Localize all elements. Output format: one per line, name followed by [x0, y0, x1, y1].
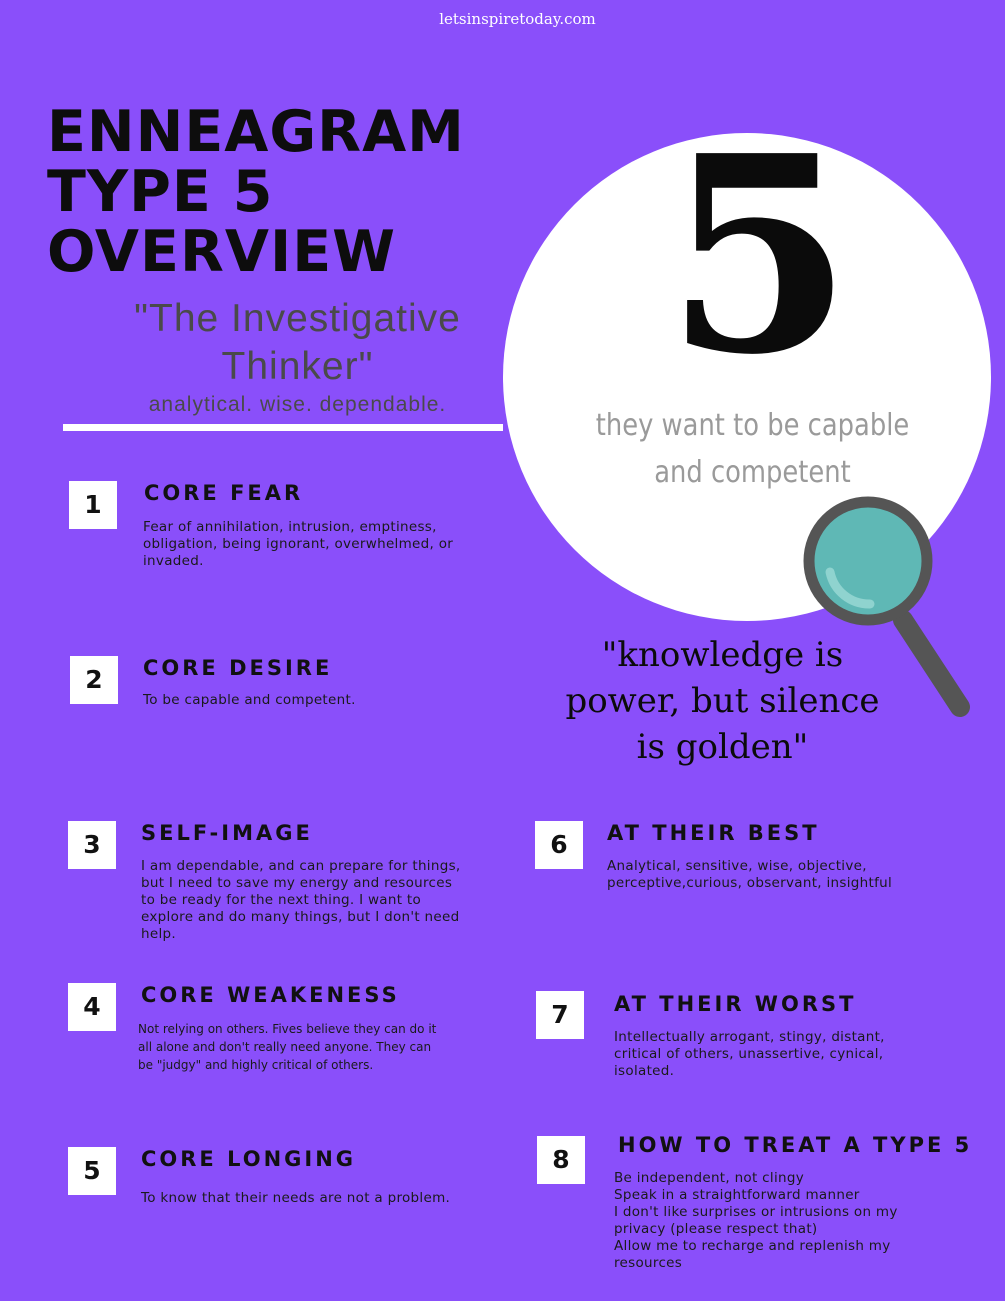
subtitle-line: "The Investigative: [134, 297, 461, 340]
number-badge: 6: [535, 821, 583, 869]
title-line: OVERVIEW: [47, 219, 396, 285]
tip-line: I don't like surprises or intrusions on my privacy (please respect that): [614, 1204, 898, 1237]
section-text: Not relying on others. Fives believe they can do it all alone and don't really need anyone. They can be "judgy" and highly critical of others.: [138, 1022, 437, 1072]
number-badge: 1: [69, 481, 117, 529]
tip-line: Be independent, not clingy: [614, 1170, 805, 1186]
number-badge: 4: [68, 983, 116, 1031]
circle-caption-line: they want to be capable: [595, 408, 910, 443]
section-text: Intellectually arrogant, stingy, distant, critical of others, unassertive, cynical, isolated.: [614, 1029, 885, 1079]
subtitle: [100, 295, 495, 391]
circle-caption-line: and competent: [654, 455, 851, 490]
page-title: [47, 99, 465, 285]
section-heading: AT THEIR BEST: [607, 821, 820, 845]
number-badge: 2: [70, 656, 118, 704]
section-text: Analytical, sensitive, wise, objective, perceptive,curious, observant, insightful: [607, 858, 893, 891]
section-text: Fear of annihilation, intrusion, emptiness, obligation, being ignorant, overwhelmed, or invaded.: [143, 519, 454, 569]
quote: "knowledge is power, but silence is golden": [565, 635, 880, 767]
title-line: TYPE 5: [47, 159, 274, 225]
section-text: [614, 1170, 914, 1272]
divider: [63, 424, 503, 431]
section-heading: AT THEIR WORST: [614, 992, 857, 1016]
number-badge: 3: [68, 821, 116, 869]
site-url[interactable]: letsinspiretoday.com: [439, 10, 596, 28]
section-heading: HOW TO TREAT A TYPE 5: [618, 1133, 973, 1157]
number-badge: 8: [537, 1136, 585, 1184]
subtitle-line: Thinker": [221, 345, 374, 388]
tagline: analytical. wise. dependable.: [148, 393, 447, 416]
section-text: To be capable and competent.: [143, 692, 356, 708]
section-text: To know that their needs are not a problem.: [141, 1190, 451, 1206]
section-heading: CORE DESIRE: [143, 656, 333, 680]
tip-line: Allow me to recharge and replenish my resources: [614, 1238, 891, 1271]
section-heading: CORE WEAKENESS: [141, 983, 400, 1007]
section-heading: CORE FEAR: [144, 481, 304, 505]
section-heading: CORE LONGING: [141, 1147, 357, 1171]
section-heading: SELF-IMAGE: [141, 821, 313, 845]
tip-line: Speak in a straightforward manner: [614, 1187, 860, 1203]
circle-caption: [587, 402, 918, 496]
section-text: I am dependable, and can prepare for things, but I need to save my energy and resources to be ready for the next thing. I want to explore and do many things, but I don't need help.: [141, 858, 461, 942]
number-badge: 5: [68, 1147, 116, 1195]
number-badge: 7: [536, 991, 584, 1039]
type-number: 5: [665, 96, 853, 414]
title-line: ENNEAGRAM: [47, 99, 465, 165]
